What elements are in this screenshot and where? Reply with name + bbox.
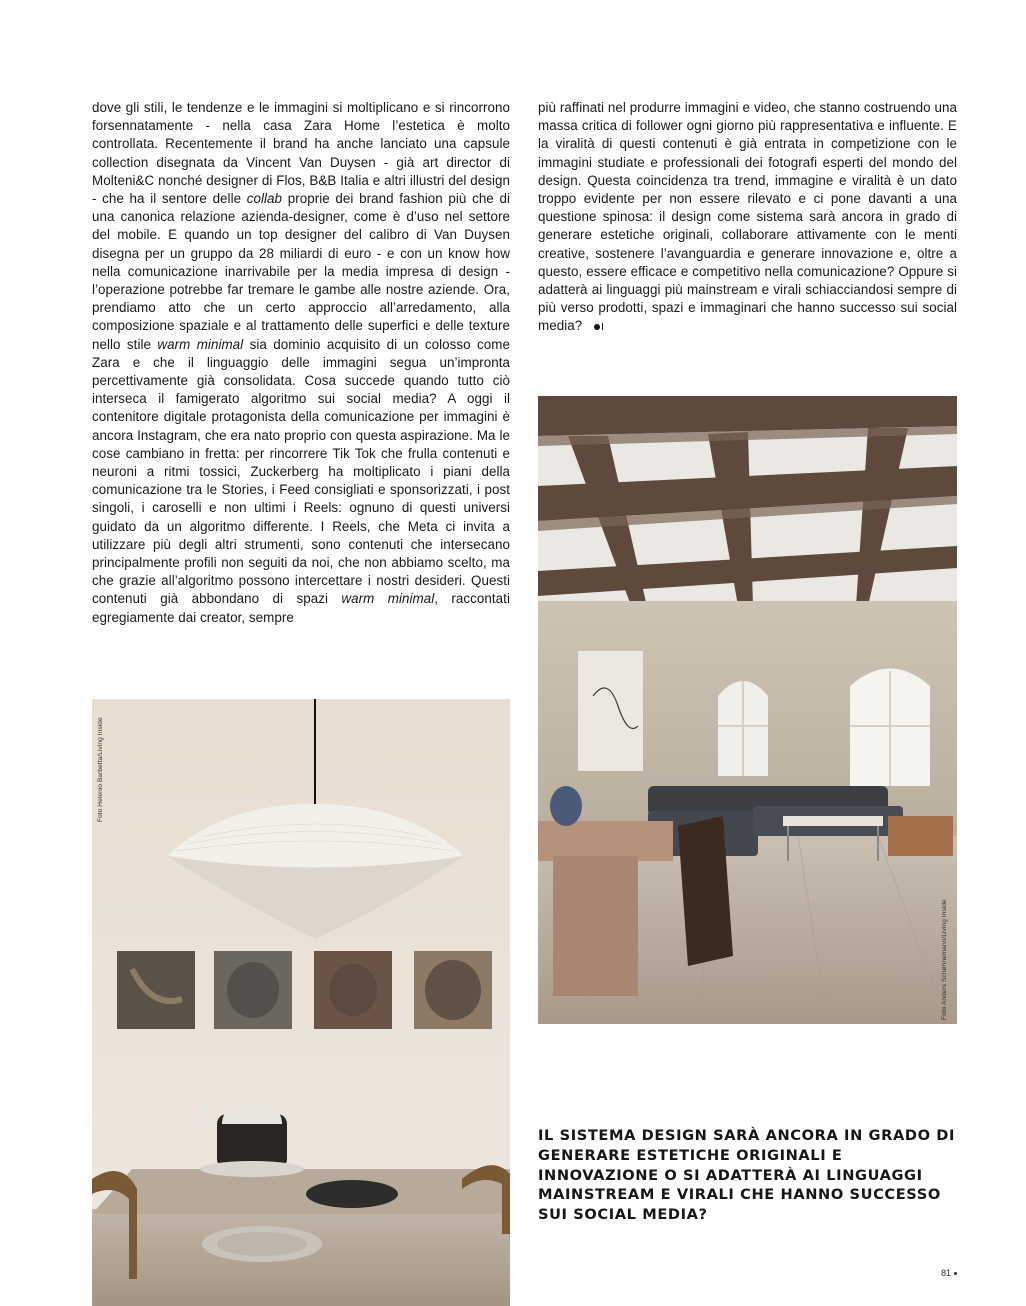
article-text: dove gli stili, le tendenze e le immagini si moltiplicano e si rincorrono forsennatamente - nella casa Zara Home l’estetica è molto controllata. Recentemente il brand ha anche lanciato una capsule collection disegnata da Vincent Van Duysen - già art director di Molteni&C nonché designer di Flos, B&B Italia e altri illustri del design - che ha il sentore delle	[92, 100, 510, 207]
photo-credit-living: Foto Anders Schønnemann/Living Inside	[941, 899, 948, 1020]
living-room-photo	[538, 396, 957, 1024]
dining-room-illustration	[92, 699, 510, 1306]
article-text: , raccontati egregiamente dai creator, sempre	[92, 591, 510, 625]
article-emphasis: collab	[246, 191, 283, 207]
article-text: sia dominio acquisito di un colosso come Zara e che il linguaggio delle immagini segua un’impronta percettivamente già consolidata. Cosa succede quando tutto ciò interseca il famigerato algoritmo sui social media? A oggi il contenitore digitale protagonista della comunicazione per immagini è ancora Instagram, che era nato proprio con questa aspirazione. Ma le cose cambiano in fretta: per rincorrere Tik Tok che frulla contenuti e neuroni a ritmi tossici, Zuckerberg ha moltiplicato i piani della comunicazione tra le Stories, i Feed consigliati e sponsorizzati, i post singoli, i caroselli e non ultimi i Reels: ognuno di questi universi guidato da un algoritmo differente. I Reels, che Meta ci invita a utilizzare più degli altri strumenti, sono contenuti che intersecano principalmente profili non seguiti da noi, che non abbiamo scelto, ma che grazie all’algoritmo possono intercettare i nostri desideri. Questi contenuti già abbondano di spazi	[92, 336, 510, 607]
article-emphasis: warm minimal	[341, 591, 435, 607]
article-right-column	[538, 99, 957, 336]
article-text: più raffinati nel produrre immagini e video, che stanno costruendo una massa critica di follower ogni giorno più rappresentativa e influente. E la viralità di questi contenuti è già entrata in competizione con le immagini studiate e professionali dei fotografi esperti del mondo del design. Questa coincidenza tra trend, immagine e viralità è un dato troppo evidente per non essere rilevato e ci pone davanti a una questione spinosa: il design come sistema sarà ancora in grado di generare estetiche originali, collaborare attivamente con le menti creative, sostenere l’avanguardia e generare innovazione e, oltre a questo, essere efficace e competitivo nella comunicazione? Oppure si adatterà ai linguaggi più mainstream e virali schiacciandosi sempre di più verso prodotti, spazi e immaginari che hanno successo sui social media?	[538, 100, 957, 334]
end-of-article-bar	[602, 323, 603, 330]
living-room-illustration	[538, 396, 957, 1024]
page-number-text: 81	[941, 1268, 952, 1278]
end-of-article-icon	[594, 324, 600, 330]
article-text: proprie dei brand fashion più che di una canonica relazione azienda-designer, come è d’uso nel settore del mobile. E quando un top designer del calibro di Van Duysen disegna per un gruppo da 28 miliardi di euro - e con un know how nella comunicazione inarrivabile per la media impresa di design - l’operazione potrebbe far tremare le gambe alle nostre aziende. Ora, prendiamo atto che un certo approccio all’arredamento, alla composizione spaziale e al trattamento delle superfici e delle texture nello stile	[92, 191, 510, 352]
article-left-column	[92, 99, 510, 627]
article-emphasis: warm minimal	[157, 336, 244, 352]
pull-quote: IL SISTEMA DESIGN SARÀ ANCORA IN GRADO DI GENERARE ESTETICHE ORIGINALI E INNOVAZIONE O SI ADATTERÀ AI LINGUAGGI MAINSTREAM E VIRALI CHE HANNO SUCCESSO SUI SOCIAL MEDIA?	[538, 1127, 956, 1224]
photo-credit-dining: Foto Helenio Barbetta/Living Inside	[97, 717, 104, 822]
dining-room-photo	[92, 699, 510, 1306]
page-bullet-icon	[954, 1272, 957, 1275]
page-number	[941, 1268, 957, 1278]
